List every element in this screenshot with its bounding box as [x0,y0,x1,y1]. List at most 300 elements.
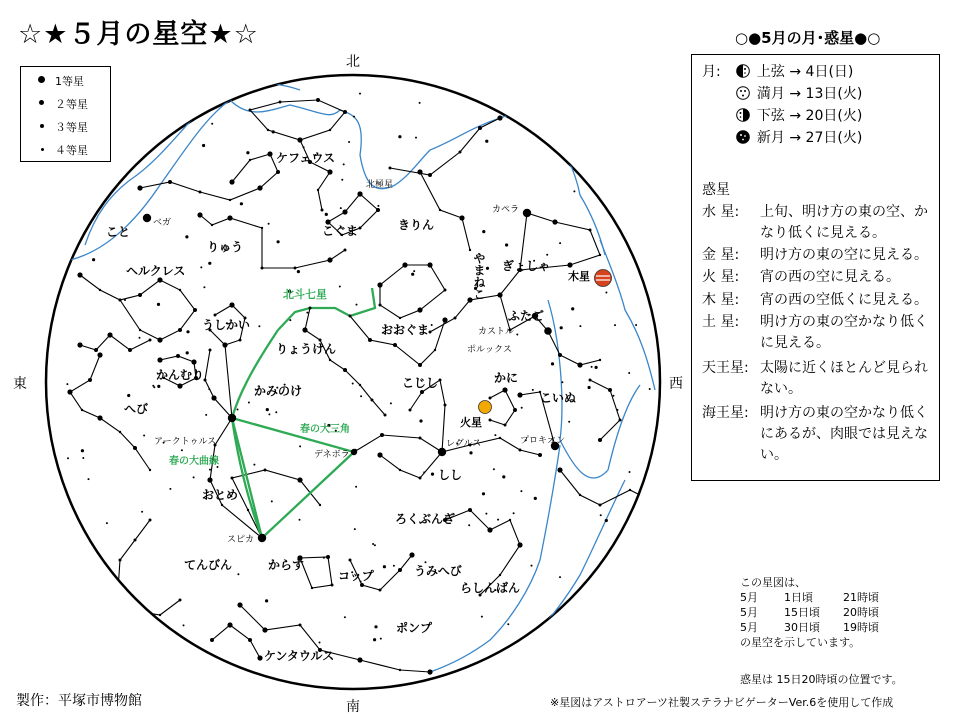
star [619,419,622,422]
north-label: 北 [346,54,360,70]
label-leo: しし [438,468,463,482]
star [497,115,502,120]
field-star [372,543,374,545]
field-star [559,242,561,244]
label-camelopardalis: きりん [398,218,435,232]
star [567,262,572,267]
label-jupiter: 木星 [568,270,590,283]
star [379,304,382,307]
star [316,98,320,102]
field-star [374,625,377,628]
field-star [343,163,345,165]
star [327,257,332,262]
field-star [246,151,249,154]
field-star [531,565,533,567]
moon-label: 月: [702,64,721,80]
star [81,409,83,411]
field-star [393,565,395,567]
label-corona: かんむり [156,368,205,382]
star [343,368,347,372]
regulus-star [438,448,446,456]
moon-planet-title: ○●5月の月･惑星●○ [735,29,881,47]
schedule-row: 5月 30日頃 19時頃 [740,621,879,634]
star [509,519,511,521]
star [419,477,422,480]
star [552,219,557,224]
star [261,227,263,229]
star [321,209,324,212]
star [149,469,151,471]
star [444,289,447,292]
star [469,249,471,251]
star [427,262,432,267]
field-star [268,223,270,225]
star [344,249,347,252]
pollux-star [544,327,552,335]
star [468,508,472,512]
star [384,414,387,417]
field-star [143,435,145,437]
label-polaris: 北極星 [366,180,394,190]
field-star [516,334,518,336]
star [88,378,92,382]
field-star [272,130,275,133]
field-star [341,179,343,181]
field-star [360,395,362,397]
star [599,359,601,361]
star [402,262,407,267]
fourth-magnitude-dot-icon [41,148,44,151]
star [223,343,227,347]
field-star [303,146,305,148]
star [377,452,382,457]
new-moon-icon [736,130,750,144]
star [176,354,180,358]
field-star [415,137,417,139]
star [389,167,392,170]
polaris-star [358,192,363,197]
field-star [546,254,548,256]
star [442,317,447,322]
star [221,504,223,506]
field-star [359,93,361,95]
field-star [423,471,425,473]
first-magnitude-dot-icon [38,76,45,83]
star [417,307,422,312]
field-star [551,362,554,365]
label-procyon: プロキオン [520,436,566,446]
label-cmi: こいぬ [540,391,577,405]
star [99,289,101,291]
star [157,277,162,282]
mars-planet [479,401,492,414]
label-auriga: ぎょしゃ [502,259,551,273]
field-star [534,497,537,500]
label-spring-triangle: 春の大三角 [300,424,350,435]
star [399,317,401,319]
label-cvn: りょうけん [276,342,337,356]
label-sextans: ろくぶんぎ [395,512,456,526]
field-star [482,492,485,495]
star [97,352,102,357]
star [599,504,602,507]
star [420,390,424,394]
field-star [271,500,273,502]
field-star [299,445,301,447]
star [439,379,442,382]
label-ursa-minor: こぐま [322,224,359,238]
star [139,329,141,331]
label-cepheus: ケフェウス [276,151,336,165]
star [371,399,374,402]
west-label: 西 [669,376,683,392]
star [179,599,182,602]
star [279,101,282,104]
star [264,469,267,472]
star [478,126,482,130]
star [302,327,307,332]
field-star [319,642,321,644]
field-star [211,123,213,125]
field-star [209,469,211,471]
star [297,137,302,142]
label-lynx: やまねこ [472,252,486,300]
star [342,209,347,214]
label-corvus: からす [268,558,305,572]
field-star [258,325,260,327]
star [427,669,432,674]
star [360,583,364,587]
full-moon-icon [736,86,750,100]
star [210,638,214,642]
field-star [275,411,277,413]
label-pyxis: らしんばん [460,581,521,595]
legend-item-4th: ４等星 [21,139,110,159]
jupiter-planet [595,270,612,287]
field-star [253,464,255,466]
field-star [92,258,95,261]
field-star [571,307,574,310]
field-star [505,243,508,246]
star [517,392,522,397]
star [489,397,492,400]
star [499,574,501,576]
moon-phase-row: 下弦 → 20日(火) [702,105,862,125]
star [77,272,82,277]
label-cancer: かに [494,371,519,385]
star [229,302,234,307]
star [517,542,522,547]
star [538,453,542,457]
star [239,339,242,342]
field-star [186,330,189,333]
label-pollux: ポルックス [467,345,512,355]
schedule-row: 5月 15日頃 20時頃 [740,606,879,619]
field-star [157,303,160,306]
star [294,267,297,270]
schedule-row: 5月 1日頃 21時頃 [740,591,879,604]
star [368,338,372,342]
star [119,559,122,562]
field-star [419,419,422,422]
field-star [494,434,496,436]
star [393,343,397,347]
field-star [340,207,342,209]
field-star [649,388,651,390]
star [489,419,492,422]
credit-source: ※星図はアストロアーツ社製ステラナビゲーターVer.6を使用して作成 [550,696,894,709]
star [502,387,507,392]
star [419,437,422,440]
field-star [628,372,630,374]
field-star [377,205,379,207]
field-star [629,471,631,473]
star [191,359,196,364]
star [179,289,181,291]
moon-planet-panel: 月: 上弦 → 4日(日) 満月 → 13日(火) 下弦 → 20日(火) 新月 → 27日(火) 惑星 水 星: 上旬、明け方の東の空、かなり低くに見える。 金 星: 明け方の東の空に見える。 火 星: 宵の西の空に見える。 木 星: 宵の西の空低くに見える。 土 星: 明け方の東の空かなり低くに見える。 天王星: 太陽に近くほとんど見られない。 海王星: 明け方の東の空かなり低くにあるが、肉眼では見えない。 [691,54,940,481]
field-star [183,624,185,626]
star [238,673,242,677]
star [399,469,401,471]
star [311,587,313,589]
label-ursa-major: おおぐま [381,323,430,337]
field-star [297,270,300,273]
field-star [502,475,505,478]
field-star [185,235,188,238]
field-star [568,421,570,423]
legend-item-2nd: ２等星 [21,93,110,113]
field-star [205,414,207,416]
label-arcturus: アークトゥルス [154,437,217,447]
star [231,477,234,480]
field-star [202,144,205,147]
star [134,539,137,542]
star [378,283,382,287]
label-lyra: こと [106,225,131,239]
star [428,173,432,177]
star [67,389,72,394]
star [417,169,422,174]
field-star [635,324,637,326]
label-capella: カペラ [492,205,520,215]
star [329,359,331,361]
star [248,638,252,642]
star [182,647,187,652]
field-star [398,135,401,138]
star [418,363,422,367]
east-label: 東 [13,376,27,392]
field-star [200,266,202,268]
moon-phase-row: 満月 → 13日(火) [702,83,862,103]
field-star [268,413,270,415]
third-magnitude-dot-icon [40,124,44,128]
field-star [248,402,250,404]
star [589,229,592,232]
field-star [353,116,355,118]
field-star [431,473,434,476]
label-lmi: こじし [402,376,439,390]
star [209,349,212,352]
field-star [485,513,487,515]
star [257,185,262,190]
field-star [482,230,485,233]
field-star [66,383,68,385]
first-quarter-moon-icon [736,64,750,78]
star [237,602,242,607]
field-star [431,324,433,326]
field-star [81,449,84,452]
second-magnitude-dot-icon [39,100,44,105]
star [629,489,631,491]
field-star [106,522,108,524]
field-star [193,476,195,478]
star [399,669,401,671]
star [349,315,352,318]
star [94,348,98,352]
field-star [265,599,268,602]
star [227,622,232,627]
field-star [141,511,143,513]
star [249,109,251,111]
field-star [355,486,357,488]
star [579,494,581,496]
label-big-dipper: 北斗七星 [283,288,327,301]
star [558,353,562,357]
star [357,657,362,662]
field-star [325,213,328,216]
star [133,446,137,450]
field-star [579,325,581,327]
star [247,509,249,511]
star [359,227,362,230]
field-star [339,286,341,288]
field-star [486,267,489,270]
star [138,293,142,297]
moon-phase-row: 月: 上弦 → 4日(日) [702,61,853,81]
star [326,555,330,559]
star [309,307,312,310]
page-title: ☆★５月の星空★☆ [18,19,259,50]
capella-star [523,209,531,217]
label-com: かみのけ [254,384,303,398]
star [137,185,142,190]
field-star [152,385,154,387]
label-vega: ベガ [153,218,172,228]
star [380,433,384,437]
field-star [380,638,382,640]
star [439,209,441,211]
star [197,212,202,217]
field-star [373,638,376,641]
field-star [520,490,522,492]
field-star [203,286,205,288]
star [269,689,272,692]
star [297,477,302,482]
label-spring-curve: 春の大曲線 [169,456,219,467]
label-spica: スピカ [227,535,255,545]
field-star [348,141,350,143]
label-denebola: デネボラ [314,450,350,460]
star [229,199,231,201]
star [261,267,264,270]
star [149,339,152,342]
field-star [299,519,301,521]
field-star [124,299,126,301]
star [157,357,162,362]
field-star [481,616,483,618]
field-star [469,451,472,454]
star [331,584,334,587]
label-mars: 火星 [460,416,482,429]
star [327,169,332,174]
star [598,438,602,442]
field-star [237,573,239,575]
label-castor: カストル [478,327,515,337]
field-star [306,312,308,314]
star [257,655,262,660]
star [211,395,216,400]
star [557,467,562,472]
spica-star [258,534,266,542]
label-gemini: ふたご [508,309,545,323]
star [487,527,492,532]
field-star [560,326,563,329]
label-draco: りゅう [207,240,244,254]
field-star [88,478,90,480]
field-star [497,519,499,521]
label-centaurus: ケンタウルス [264,649,335,663]
star [608,388,612,392]
vega-star [143,214,151,222]
star [229,179,234,184]
star [262,627,267,632]
field-star [240,202,243,205]
field-star [614,324,616,326]
label-antlia: ポンプ [396,621,433,635]
field-star [591,366,593,368]
star [149,519,152,522]
star [434,349,436,351]
star [359,384,361,386]
star [129,609,132,612]
horizon-circle [46,75,660,689]
legend-item-1st: 1等星 [21,70,110,90]
moon-phase-row: 新月 → 27日(火) [702,127,862,147]
field-star [374,544,376,546]
star [249,159,251,161]
star [107,332,112,337]
star [199,191,202,194]
label-libra: てんびん [184,558,233,572]
label-crater: コップ [338,569,374,583]
star [459,215,464,220]
field-star [82,457,84,459]
star [504,424,507,427]
label-virgo: おとめ [202,488,239,502]
field-star [468,524,470,526]
star [207,477,212,482]
star [119,431,121,433]
star [329,129,331,131]
star [349,559,352,562]
star [459,151,462,154]
field-star [561,381,563,383]
star [499,437,501,439]
label-hydra: うみへび [414,564,462,578]
star [267,151,272,156]
field-star [617,409,619,411]
field-star [354,528,356,530]
